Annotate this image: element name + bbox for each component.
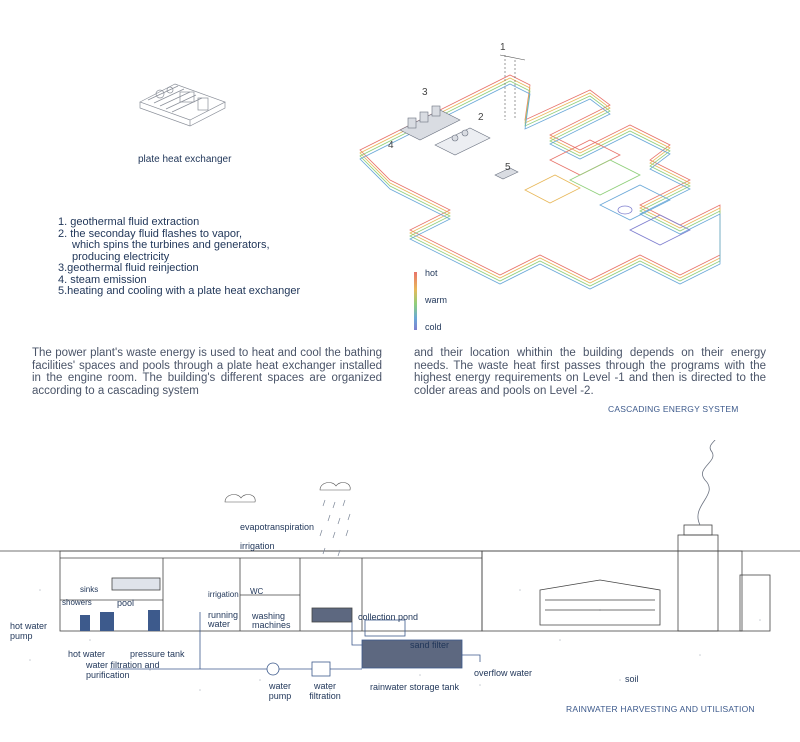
- axonometric-energy-diagram: [350, 30, 730, 310]
- description-right: and their location whithin the building depends on their energy needs. The waste heat first passes through the programs with the highest energy requirements on Level -1 and then is directed to the colder areas and pools on Level -2.: [414, 347, 766, 397]
- label-irrigation-roof: irrigation: [240, 541, 275, 551]
- process-step: 3.geothermal fluid reinjection: [58, 262, 199, 274]
- temperature-gradient-bar: [412, 272, 422, 330]
- label-irrigation: irrigation: [208, 590, 239, 599]
- axo-number: 5: [505, 162, 511, 173]
- label-water-pump: water pump: [268, 681, 292, 701]
- legend-cold: cold: [425, 322, 442, 332]
- legend-warm: warm: [425, 295, 447, 305]
- process-step: 1. geothermal fluid extraction: [58, 216, 200, 228]
- label-water-filtration: water filtration: [309, 681, 341, 701]
- process-steps-list: [58, 217, 300, 298]
- legend-hot: hot: [425, 268, 438, 278]
- plate-heat-exchanger-drawing: [130, 72, 250, 132]
- label-evapotranspiration: evapotranspiration: [240, 522, 315, 532]
- label-overflow-water: overflow water: [474, 668, 533, 678]
- axo-number: 4: [388, 140, 394, 151]
- label-sinks: sinks: [80, 585, 99, 594]
- process-step: which spins the turbines and generators,: [72, 239, 270, 251]
- process-step: 5.heating and cooling with a plate heat exchanger: [58, 285, 301, 297]
- axo-number: 1: [500, 42, 506, 53]
- label-water-filtration-purification: water filtration and purification: [86, 660, 160, 680]
- label-pool: pool: [117, 598, 135, 608]
- label-soil: soil: [625, 674, 639, 684]
- label-washing-machines: washing machines: [252, 611, 291, 630]
- axo-number: 3: [422, 87, 428, 98]
- process-step: 4. steam emission: [58, 273, 147, 286]
- label-rainwater-storage-tank: rainwater storage tank: [370, 682, 460, 692]
- label-showers: showers: [62, 598, 92, 607]
- label-hot-water: hot water: [68, 649, 106, 659]
- label-running-water: running water: [208, 610, 239, 629]
- label-collection-pond: collection pond: [358, 612, 419, 622]
- label-hot-water-pump: hot water pump: [10, 621, 48, 641]
- label-pressure-tank: pressure tank: [130, 649, 185, 659]
- exchanger-caption: plate heat exchanger: [138, 154, 232, 165]
- process-step: 2. the seconday fluid flashes to vapor,: [58, 227, 243, 240]
- rainwater-title: RAINWATER HARVESTING AND UTILISATION: [566, 704, 755, 714]
- axo-number: 2: [478, 112, 484, 123]
- label-sand-filter: sand filter: [410, 640, 450, 650]
- label-wc: WC: [250, 587, 264, 596]
- description-left: The power plant's waste energy is used to heat and cool the bathing facilities' spaces and pools through a plate heat exchanger installed in the engine room. The building's different spaces are organized according to a cascading system: [32, 347, 382, 397]
- cascading-title: CASCADING ENERGY SYSTEM: [608, 404, 739, 414]
- process-step: producing electricity: [72, 250, 170, 263]
